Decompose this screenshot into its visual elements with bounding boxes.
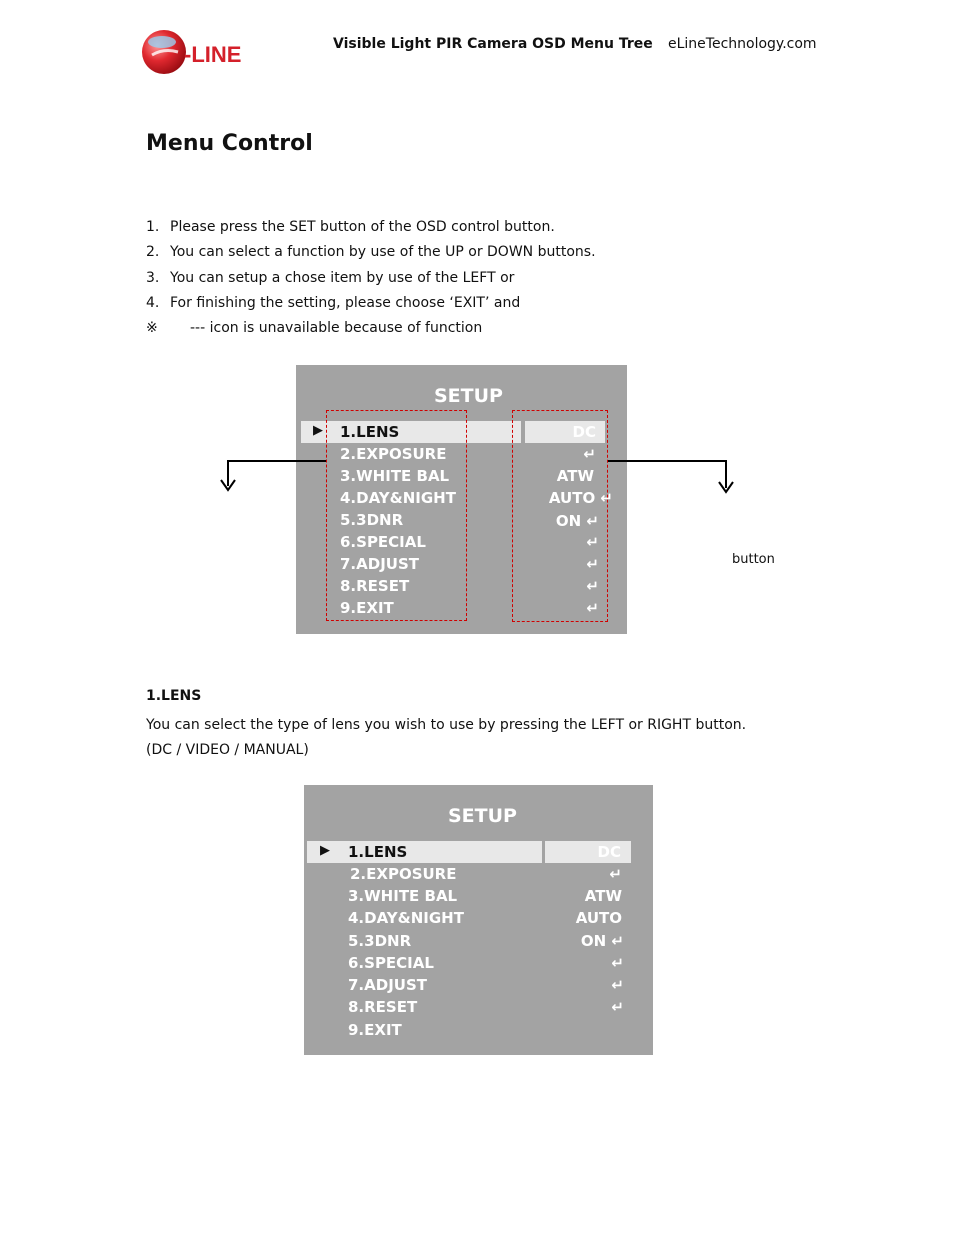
osd-value: ↵: [583, 445, 596, 463]
osd-selection-highlight: [307, 841, 542, 863]
logo-graphic: [140, 28, 252, 76]
website-link[interactable]: eLineTechnology.com: [668, 36, 817, 52]
osd-item: 9.EXIT: [340, 599, 394, 617]
eline-logo: [140, 28, 252, 76]
osd-item: 7.ADJUST: [348, 976, 427, 994]
osd-value: DC: [572, 423, 596, 441]
section-description: You can select the type of lens you wish to use by pressing the LEFT or RIGHT button. (DC / VIDEO / MANUAL): [146, 717, 747, 758]
osd-value: ↵: [609, 865, 622, 883]
osd-item: 3.WHITE BAL: [340, 467, 450, 485]
list-item: 3. You can setup a chose item by use of the LEFT or: [146, 269, 515, 286]
osd-item: 5.3DNR: [348, 932, 412, 950]
osd-value: ↵: [611, 976, 624, 994]
osd-value: ON ↵: [555, 512, 599, 530]
osd-value: ON ↵: [580, 932, 624, 950]
osd-value: AUTO: [575, 909, 622, 927]
osd-value: ↵: [586, 599, 599, 617]
osd-item: 1.LENS: [348, 843, 408, 861]
osd-value: ↵: [586, 533, 599, 551]
osd-value: ↵: [611, 998, 624, 1016]
osd-item: 1.LENS: [340, 423, 400, 441]
osd-item: 4.DAY&NIGHT: [348, 909, 464, 927]
osd-value: ATW: [584, 887, 622, 905]
osd-title: SETUP: [448, 805, 517, 827]
svg-text:-LINE: -LINE: [184, 42, 242, 67]
left-connector-line: [228, 461, 326, 486]
osd-item: 2.EXPOSURE: [350, 865, 457, 883]
instruction-list: [146, 217, 596, 343]
section-title: 1.LENS: [146, 688, 202, 704]
osd-value: ↵: [611, 954, 624, 972]
osd-item: 4.DAY&NIGHT: [340, 489, 456, 507]
osd-cursor-icon: ▶: [320, 843, 330, 858]
osd-item: 5.3DNR: [340, 511, 404, 529]
osd-item: 9.EXIT: [348, 1021, 402, 1039]
osd-menu-screenshot-2: [304, 785, 653, 1055]
osd-item: 7.ADJUST: [340, 555, 419, 573]
right-connector-line: [608, 461, 726, 488]
osd-value: ATW: [556, 467, 594, 485]
document-title: Visible Light PIR Camera OSD Menu Tree: [333, 36, 653, 52]
osd-value: DC: [597, 843, 621, 861]
osd-item: 6.SPECIAL: [348, 954, 434, 972]
osd-cursor-icon: ▶: [313, 423, 323, 438]
osd-item: 8.RESET: [340, 577, 410, 595]
side-note: button: [732, 552, 775, 567]
osd-item: 3.WHITE BAL: [348, 887, 458, 905]
osd-item: 6.SPECIAL: [340, 533, 426, 551]
osd-item: 2.EXPOSURE: [340, 445, 447, 463]
osd-value: AUTO ↵: [548, 489, 613, 507]
osd-value: ↵: [586, 577, 599, 595]
connector-arrows: [0, 450, 954, 590]
list-item: 1. Please press the SET button of the OSD control button.: [146, 219, 555, 235]
osd-title: SETUP: [434, 385, 503, 407]
osd-value: ↵: [586, 555, 599, 573]
list-item: ※ --- icon is unavailable because of function: [146, 320, 483, 337]
list-item: 2. You can select a function by use of the UP or DOWN buttons.: [146, 244, 596, 261]
page-title: Menu Control: [146, 131, 313, 156]
list-item: 4. For finishing the setting, please choose ‘EXIT’ and: [146, 294, 521, 311]
osd-item: 8.RESET: [348, 998, 418, 1016]
